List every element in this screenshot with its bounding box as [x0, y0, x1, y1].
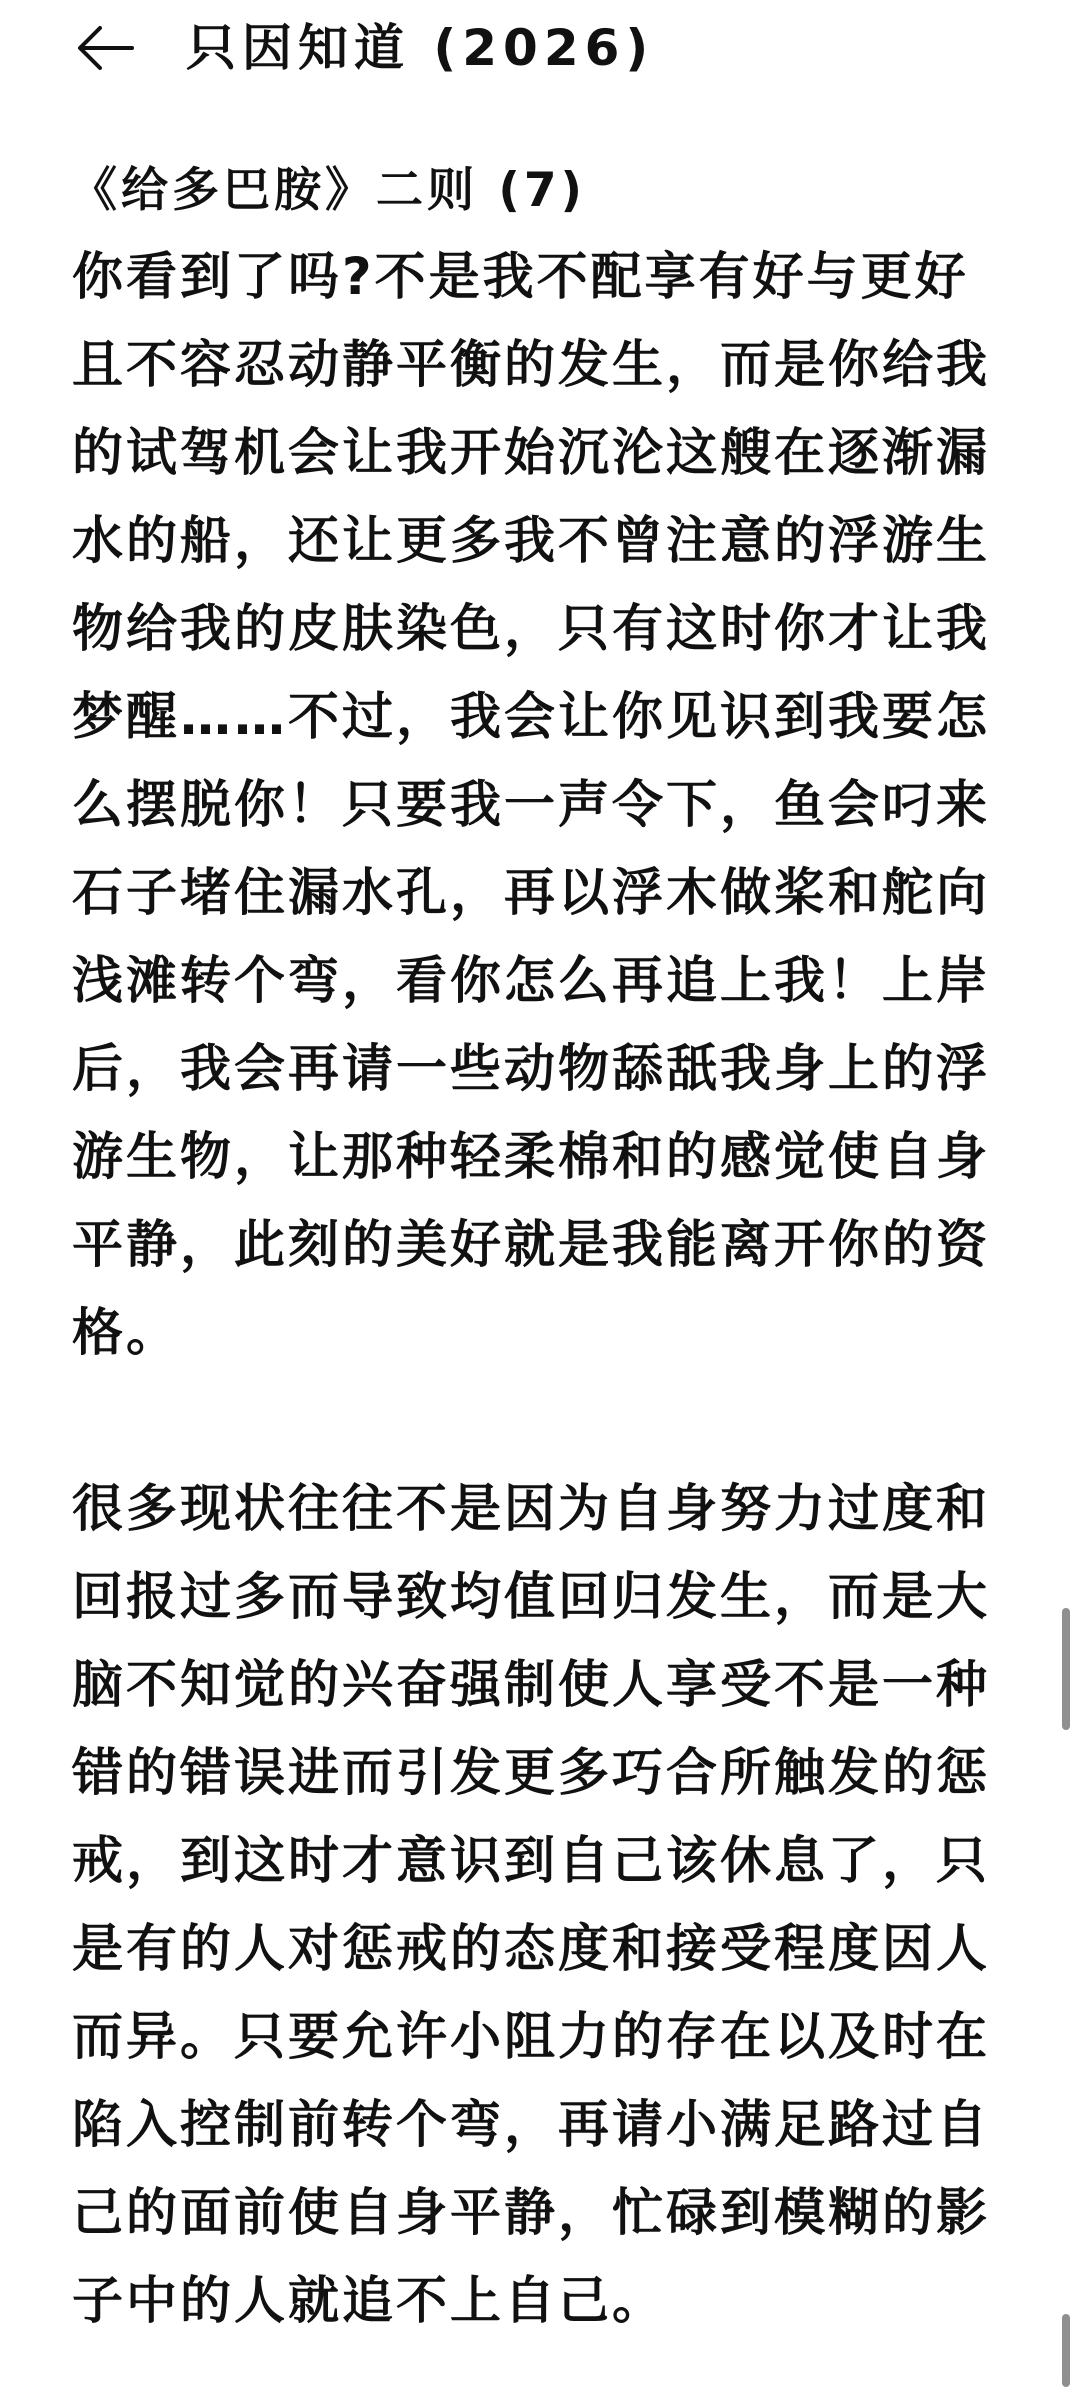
arrow-left-icon: [74, 16, 138, 80]
paragraph-line: 水的船，还让更多我不曾注意的浮游生: [72, 512, 991, 571]
paragraph-line: 物给我的皮肤染色，只有这时你才让我: [72, 600, 991, 659]
paragraph-line: 而异。只要允许小阻力的存在以及时在: [72, 2008, 991, 2067]
page-title: 只因知道 (2026): [186, 19, 655, 77]
paragraph-spacer: [0, 1378, 1080, 1466]
scrollbar-thumb-bottom[interactable]: [1062, 2314, 1070, 2387]
paragraph-line: 你看到了吗?不是我不配享有好与更好: [72, 248, 969, 307]
paragraph-line: 游生物，让那种轻柔棉和的感觉使自身: [72, 1128, 991, 1187]
paragraph-line: 是有的人对惩戒的态度和接受程度因人: [72, 1920, 991, 1979]
paragraph-2: [0, 1466, 1080, 2346]
paragraph-line: 己的面前使自身平静，忙碌到模糊的影: [72, 2184, 991, 2243]
scrollbar-thumb[interactable]: [1062, 1608, 1070, 1730]
paragraph-line: 浅滩转个弯，看你怎么再追上我！上岸: [72, 952, 991, 1011]
paragraph-line: 格。: [72, 1304, 181, 1363]
paragraph-line: 戒，到这时才意识到自己该休息了，只: [72, 1832, 991, 1891]
paragraph-line: 梦醒……不过，我会让你见识到我要怎: [72, 688, 991, 747]
paragraph-line: 的试驾机会让我开始沉沦这艘在逐渐漏: [72, 424, 991, 483]
paragraph-line: 平静，此刻的美好就是我能离开你的资: [72, 1216, 991, 1275]
note-content: [0, 148, 1080, 2346]
note-heading: 《给多巴胺》二则 (7): [70, 163, 587, 218]
paragraph-line: 脑不知觉的兴奋强制使人享受不是一种: [72, 1656, 991, 1715]
paragraph-line: 么摆脱你！只要我一声令下，鱼会叼来: [72, 776, 991, 835]
paragraph-line: 回报过多而导致均值回归发生，而是大: [72, 1568, 991, 1627]
paragraph-line: 子中的人就追不上自己。: [72, 2272, 667, 2331]
paragraph-line: 石子堵住漏水孔，再以浮木做桨和舵向: [72, 864, 991, 923]
paragraph-line: 后，我会再请一些动物舔舐我身上的浮: [72, 1040, 991, 1099]
back-button[interactable]: [70, 12, 142, 84]
paragraph-line: 且不容忍动静平衡的发生，而是你给我: [72, 336, 991, 395]
header: [0, 0, 1080, 100]
paragraph-1: [0, 234, 1080, 1378]
paragraph-line: 陷入控制前转个弯，再请小满足路过自: [72, 2096, 991, 2155]
paragraph-line: 错的错误进而引发更多巧合所触发的惩: [72, 1744, 991, 1803]
paragraph-line: 很多现状往往不是因为自身努力过度和: [72, 1480, 991, 1539]
